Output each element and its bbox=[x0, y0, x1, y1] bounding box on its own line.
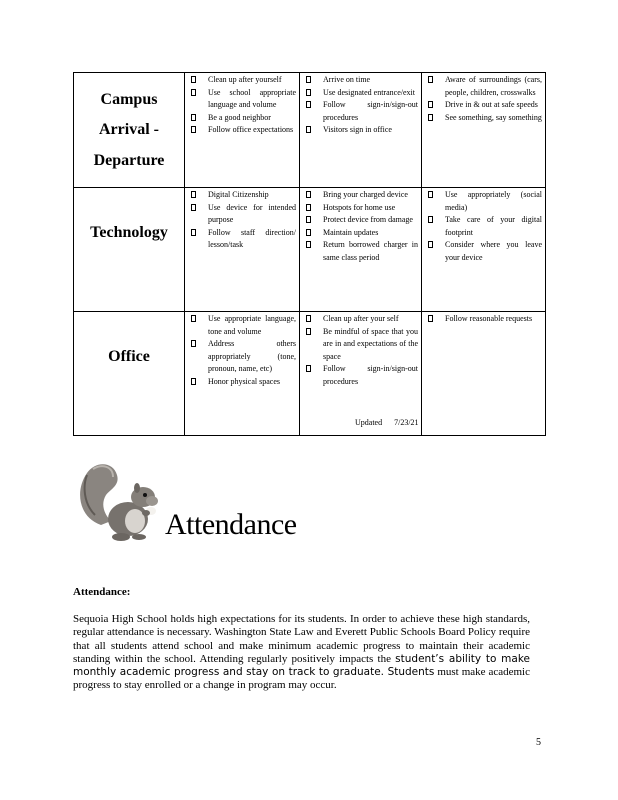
list-item-text: Consider where you leave your device bbox=[445, 240, 542, 262]
list-item-text: Clean up after yourself bbox=[208, 75, 282, 84]
row-label-line: Arrival - bbox=[99, 121, 159, 139]
row-label-line: Office bbox=[108, 348, 150, 365]
list-item bbox=[426, 214, 542, 239]
list-item bbox=[426, 313, 542, 326]
attendance-heading: Attendance bbox=[165, 508, 297, 541]
list-item-text: Visitors sign in office bbox=[323, 125, 392, 134]
list-item bbox=[189, 124, 296, 137]
list-item bbox=[304, 214, 418, 227]
list-item bbox=[189, 227, 296, 252]
updated-note bbox=[355, 418, 419, 427]
list-item-text: Follow sign-in/sign-out procedures bbox=[323, 364, 418, 386]
row-label bbox=[74, 73, 185, 188]
list-item bbox=[304, 99, 418, 124]
attendance-text-1: Sequoia High School holds high expectations for its students. In order to achieve these high standards, regular attendance is necessary. Washington State Law and Everett Public Schools Board Policy require that all students attend school and make minimum academic progress to maintain their academic standing within the school. Attending regularly positively impacts the bbox=[73, 613, 530, 665]
list-item bbox=[189, 313, 296, 338]
list-item-text: Maintain updates bbox=[323, 227, 379, 237]
expectation-list bbox=[304, 313, 418, 388]
list-item-text: Aware of surroundings (cars, people, children, crosswalks bbox=[445, 75, 542, 97]
attendance-paragraph bbox=[73, 613, 530, 693]
table-row bbox=[74, 73, 546, 188]
list-item bbox=[304, 124, 418, 137]
expectation-cell bbox=[185, 312, 300, 436]
list-item-text: Follow reasonable requests bbox=[445, 314, 533, 323]
bullet-box-icon bbox=[191, 378, 196, 385]
list-item-text: Honor physical spaces bbox=[208, 376, 280, 386]
bullet-box-icon bbox=[306, 89, 311, 96]
expectation-list bbox=[426, 313, 542, 326]
bullet-box-icon bbox=[428, 315, 433, 322]
list-item-text: Clean up after your self bbox=[323, 314, 399, 323]
table-row bbox=[74, 188, 546, 312]
bullet-box-icon bbox=[428, 216, 433, 223]
list-item bbox=[189, 202, 296, 227]
expectation-list bbox=[189, 313, 296, 388]
list-item-text: Use appropriately (social media) bbox=[445, 190, 542, 212]
list-item-text: Use designated entrance/exit bbox=[323, 87, 415, 97]
squirrel-icon bbox=[73, 455, 168, 545]
list-item-text: Be mindful of space that you are in and expectations of the space bbox=[323, 326, 418, 361]
bullet-box-icon bbox=[306, 101, 311, 108]
list-item bbox=[189, 189, 296, 202]
list-item-text: Follow sign-in/sign-out procedures bbox=[323, 100, 418, 122]
row-label bbox=[74, 312, 185, 436]
list-item-text: Follow staff direction/ lesson/task bbox=[208, 227, 296, 249]
expectation-list bbox=[426, 189, 542, 264]
list-item bbox=[304, 363, 418, 388]
expectation-list bbox=[426, 74, 542, 124]
list-item bbox=[189, 87, 296, 112]
list-item bbox=[304, 74, 418, 87]
list-item bbox=[426, 99, 542, 112]
expectation-cell bbox=[422, 312, 546, 436]
bullet-box-icon bbox=[191, 229, 196, 236]
list-item bbox=[426, 189, 542, 214]
bullet-box-icon bbox=[306, 229, 311, 236]
list-item bbox=[426, 239, 542, 264]
list-item-text: Return borrowed charger in same class period bbox=[323, 240, 418, 262]
bullet-box-icon bbox=[428, 101, 433, 108]
list-item bbox=[304, 313, 418, 326]
bullet-box-icon bbox=[191, 114, 196, 121]
bullet-box-icon bbox=[306, 315, 311, 322]
list-item-text: Use school appropriate language and volume bbox=[208, 87, 296, 109]
bullet-box-icon bbox=[428, 191, 433, 198]
attendance-text-2: student’s ability to make monthly academic progress and stay on track to graduate. Students bbox=[73, 652, 531, 679]
page-number: 5 bbox=[536, 737, 541, 748]
list-item bbox=[304, 189, 418, 202]
row-label-line: Technology bbox=[90, 224, 168, 241]
list-item-text: Drive in & out at safe speeds bbox=[445, 100, 538, 109]
list-item bbox=[189, 376, 296, 389]
list-item bbox=[304, 326, 418, 364]
updated-date: 7/23/21 bbox=[394, 418, 419, 427]
attendance-label: Attendance: bbox=[73, 586, 131, 598]
bullet-box-icon bbox=[191, 191, 196, 198]
list-item bbox=[304, 227, 418, 240]
bullet-box-icon bbox=[428, 76, 433, 83]
expectation-list bbox=[304, 189, 418, 264]
expectation-list bbox=[189, 189, 296, 252]
list-item bbox=[426, 112, 542, 125]
bullet-box-icon bbox=[428, 241, 433, 248]
expectation-cell bbox=[300, 188, 422, 312]
list-item-text: Hotspots for home use bbox=[323, 202, 396, 212]
expectation-list bbox=[189, 74, 296, 137]
list-item-text: Bring your charged device bbox=[323, 190, 408, 199]
expectation-cell bbox=[185, 188, 300, 312]
expectation-cell bbox=[422, 73, 546, 188]
bullet-box-icon bbox=[306, 241, 311, 248]
row-label-line: Campus bbox=[100, 91, 158, 108]
attendance-text-3: must make academic progress to stay enrolled or a change in program may occur. bbox=[73, 666, 531, 692]
bullet-box-icon bbox=[191, 340, 196, 347]
list-item-text: Use device for intended purpose bbox=[208, 202, 296, 224]
bullet-box-icon bbox=[306, 365, 311, 372]
bullet-box-icon bbox=[191, 204, 196, 211]
bullet-box-icon bbox=[428, 114, 433, 121]
list-item-text: Follow office expectations bbox=[208, 125, 294, 134]
list-item-text: See something, say something bbox=[445, 112, 542, 122]
bullet-box-icon bbox=[191, 126, 196, 133]
updated-label: Updated bbox=[355, 418, 383, 427]
bullet-box-icon bbox=[306, 76, 311, 83]
bullet-box-icon bbox=[191, 89, 196, 96]
bullet-box-icon bbox=[306, 328, 311, 335]
list-item-text: Arrive on time bbox=[323, 75, 371, 84]
bullet-box-icon bbox=[306, 126, 311, 133]
list-item bbox=[189, 112, 296, 125]
list-item-text: Address others appropriately (tone, pronoun, name, etc) bbox=[208, 339, 296, 373]
list-item bbox=[426, 74, 542, 99]
list-item bbox=[304, 239, 418, 264]
list-item-text: Take care of your digital footprint bbox=[445, 215, 542, 237]
list-item bbox=[189, 74, 296, 87]
expectation-cell bbox=[300, 73, 422, 188]
list-item bbox=[304, 202, 418, 215]
bullet-box-icon bbox=[306, 191, 311, 198]
bullet-box-icon bbox=[306, 204, 311, 211]
table-row bbox=[74, 312, 546, 436]
expectations-table bbox=[73, 72, 546, 436]
expectation-cell bbox=[185, 73, 300, 188]
bullet-box-icon bbox=[191, 315, 196, 322]
list-item-text: Protect device from damage bbox=[323, 215, 413, 224]
bullet-box-icon bbox=[191, 76, 196, 83]
list-item bbox=[189, 338, 296, 376]
list-item-text: Be a good neighbor bbox=[208, 112, 271, 122]
expectation-list bbox=[304, 74, 418, 137]
expectation-cell bbox=[422, 188, 546, 312]
row-label-line: Departure bbox=[93, 151, 165, 169]
expectation-cell bbox=[300, 312, 422, 436]
list-item bbox=[304, 87, 418, 100]
list-item-text: Digital Citizenship bbox=[208, 190, 269, 199]
bullet-box-icon bbox=[306, 216, 311, 223]
row-label bbox=[74, 188, 185, 312]
list-item-text: Use appropriate language, tone and volume bbox=[208, 314, 296, 336]
